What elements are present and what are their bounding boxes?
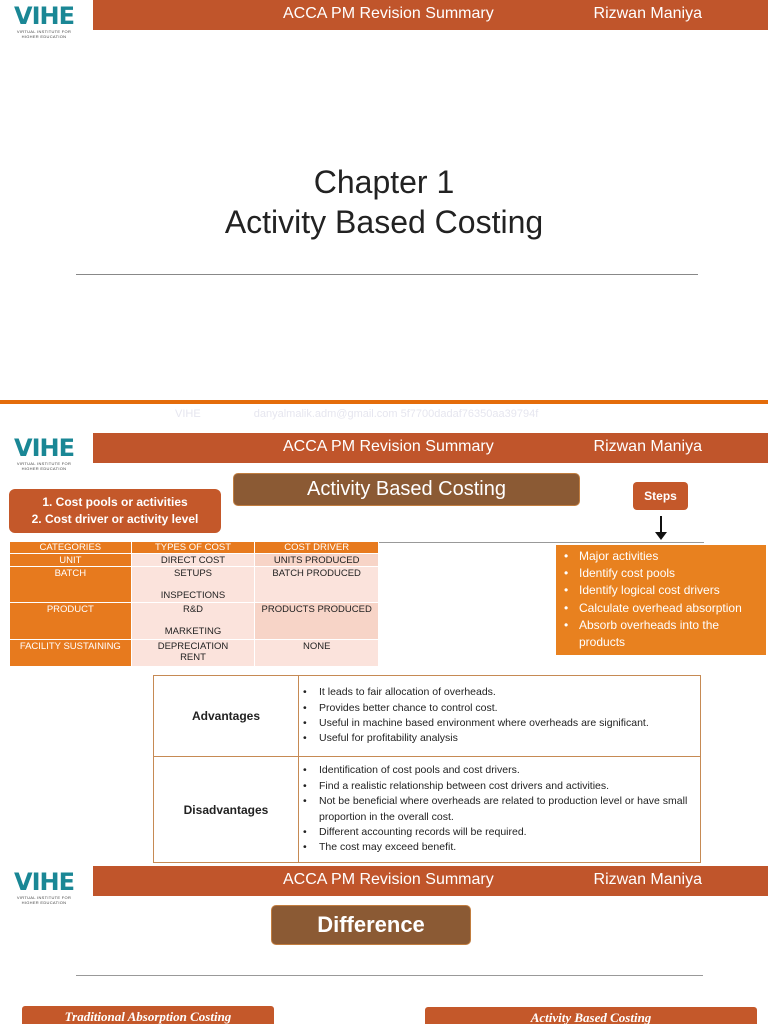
logo-tagline: VIRTUAL INSTITUTE FOR HIGHER EDUCATION (16, 29, 72, 39)
table-row (10, 603, 379, 640)
list-item: • Major activities (564, 548, 760, 565)
list-item: • The cost may exceed benefit. (303, 840, 694, 855)
banner-title: ACCA PM Revision Summary (283, 871, 494, 888)
list-item: • Calculate overhead absorption (564, 600, 760, 617)
title-rule (76, 274, 698, 275)
vihe-logo (14, 3, 76, 43)
cost-items-box (9, 489, 221, 533)
list-item: • Identify logical cost drivers (564, 582, 760, 599)
chapter-heading (0, 162, 768, 242)
watermark-text: danyalmalik.adm@gmail.com 5f7700dadaf76350aa39794f (253, 408, 539, 420)
logo-tagline: VIRTUAL INSTITUTE FOR HIGHER EDUCATION (16, 461, 72, 471)
table-row (154, 757, 701, 863)
col-header: COST DRIVER (255, 542, 379, 554)
col-header: TYPES OF COST (131, 542, 255, 554)
list-item: • Different accounting records will be required. (303, 825, 694, 840)
header-banner (93, 0, 768, 30)
table-row (10, 567, 379, 603)
advantages-cell (299, 676, 701, 757)
header-banner (93, 866, 768, 896)
list-item: • Find a realistic relationship between cost drivers and activities. (303, 779, 694, 794)
cost-driver-cell: UNITS PRODUCED (255, 554, 379, 567)
logo-mark: VIHE (14, 2, 74, 30)
abc-costing-heading: Activity Based Costing (425, 1007, 757, 1024)
table-row (154, 676, 701, 757)
table-header-row (10, 542, 379, 554)
logo-mark: VIHE (14, 868, 74, 896)
vihe-logo (14, 869, 76, 909)
steps-label: Steps (633, 482, 688, 510)
advantages-table (153, 675, 701, 863)
banner-title: ACCA PM Revision Summary (283, 5, 494, 22)
category-cell: BATCH (10, 567, 132, 603)
list-item: • Not be beneficial where overheads are related to production level or have small proportion in the overall cost. (303, 794, 694, 825)
traditional-costing-heading: Traditional Absorption Costing (22, 1006, 274, 1024)
disadvantages-label: Disadvantages (154, 757, 299, 863)
list-item: • Absorb overheads into the products (564, 617, 760, 651)
steps-list (556, 545, 766, 655)
difference-title-pill: Difference (271, 905, 471, 945)
chapter-title: Activity Based Costing (224, 204, 544, 240)
banner-title: ACCA PM Revision Summary (283, 438, 494, 455)
cost-type-cell: DEPRECIATION RENT (131, 640, 255, 667)
logo-mark: VIHE (14, 434, 74, 462)
cost-type-cell: SETUPS INSPECTIONS (131, 567, 255, 603)
banner-author: Rizwan Maniya (593, 438, 702, 455)
logo-tagline: VIRTUAL INSTITUTE FOR HIGHER EDUCATION (16, 895, 72, 905)
chapter-number: Chapter 1 (313, 164, 455, 200)
disadvantages-list (299, 759, 700, 859)
banner-author: Rizwan Maniya (593, 871, 702, 888)
cost-driver-cell: NONE (255, 640, 379, 667)
banner-author: Rizwan Maniya (593, 5, 702, 22)
cost-item: 1. Cost pools or activities (42, 495, 188, 509)
cost-type-cell: DIRECT COST (131, 554, 255, 567)
vihe-logo (14, 435, 76, 475)
advantages-list (299, 681, 700, 751)
list-item: • Useful in machine based environment where overheads are significant. (303, 716, 694, 731)
category-cell: UNIT (10, 554, 132, 567)
table-rule (379, 542, 704, 543)
difference-rule (76, 975, 703, 976)
cost-item: 2. Cost driver or activity level (31, 512, 199, 526)
list-item: • Provides better chance to control cost. (303, 701, 694, 716)
header-banner (93, 433, 768, 463)
arrow-down-icon (655, 532, 667, 540)
cost-categories-table (9, 541, 379, 667)
col-header: CATEGORIES (10, 542, 132, 554)
table-row (10, 554, 379, 567)
page-1 (0, 0, 768, 400)
list-item: • It leads to fair allocation of overheads. (303, 685, 694, 700)
table-row (10, 640, 379, 667)
abc-title-pill: Activity Based Costing (233, 473, 580, 506)
watermark-prefix: VIHE (175, 408, 201, 420)
disadvantages-cell (299, 757, 701, 863)
cost-type-cell: R&D MARKETING (131, 603, 255, 640)
watermark-top (175, 408, 538, 420)
category-cell: FACILITY SUSTAINING (10, 640, 132, 667)
list-item: • Useful for profitability analysis (303, 731, 694, 746)
list-item: • Identify cost pools (564, 565, 760, 582)
advantages-label: Advantages (154, 676, 299, 757)
cost-driver-cell: BATCH PRODUCED (255, 567, 379, 603)
category-cell: PRODUCT (10, 603, 132, 640)
cost-driver-cell: PRODUCTS PRODUCED (255, 603, 379, 640)
list-item: • Identification of cost pools and cost drivers. (303, 763, 694, 778)
